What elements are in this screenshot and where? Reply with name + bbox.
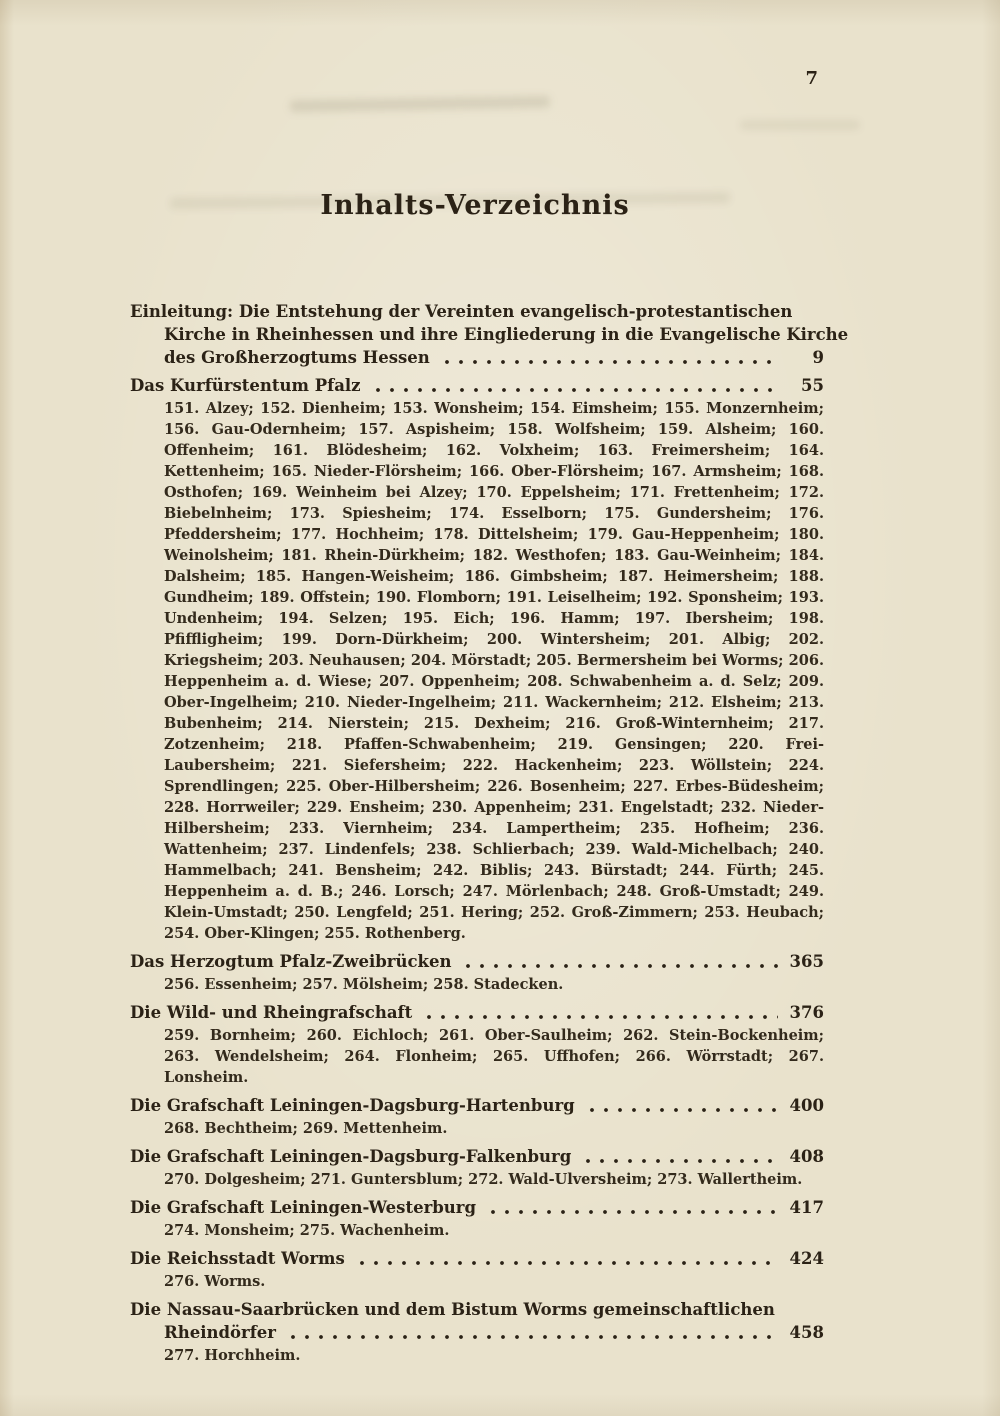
page-number: 7 (805, 68, 818, 89)
toc-entry-pfalz-zweibruecken (130, 950, 824, 995)
entry-sublist: 270. Dolgesheim; 271. Guntersblum; 272. Wald-Ulversheim; 273. Wallertheim. (164, 1171, 803, 1188)
entry-title-line: Das Herzogtum Pfalz-Zweibrücken (130, 952, 452, 971)
dot-leader (440, 346, 778, 369)
entry-title-line: Die Grafschaft Leiningen-Dagsburg-Hartenburg (130, 1096, 575, 1115)
entry-page-number: 424 (789, 1249, 824, 1268)
dot-leader (286, 1321, 778, 1344)
entry-title-line: Das Kurfürstentum Pfalz (130, 376, 361, 395)
entry-title-line: des Großherzogtums Hessen (164, 348, 430, 367)
dot-leader (581, 1145, 778, 1168)
toc-entry-reichsstadt-worms (130, 1247, 824, 1292)
toc-entry-nassau-saarbruecken-rheindoerfer (130, 1298, 824, 1366)
entry-title-line: Die Reichsstadt Worms (130, 1249, 345, 1268)
entry-title-line: Die Grafschaft Leiningen-Westerburg (130, 1198, 477, 1217)
toc-entry-leiningen-dagsburg-hartenburg (130, 1094, 824, 1139)
entry-title-line: Die Nassau-Saarbrücken und dem Bistum Worms gemeinschaftlichen (130, 1300, 775, 1319)
toc-entry-wild-und-rheingrafschaft (130, 1001, 824, 1088)
entry-page-number: 417 (789, 1198, 824, 1217)
entry-page-number: 458 (789, 1323, 824, 1342)
dot-leader (371, 374, 778, 397)
toc-entry-leiningen-westerburg (130, 1196, 824, 1241)
entry-sublist: 277. Horchheim. (164, 1347, 301, 1364)
entry-sublist: 268. Bechtheim; 269. Mettenheim. (164, 1120, 448, 1137)
entry-page-number: 400 (789, 1096, 824, 1115)
entry-sublist: 256. Essenheim; 257. Mölsheim; 258. Stadecken. (164, 976, 564, 993)
entry-sublist: 276. Worms. (164, 1273, 266, 1290)
entry-sublist: 151. Alzey; 152. Dienheim; 153. Wonsheim; 154. Eimsheim; 155. Monzernheim; 156. Gau-Odernheim; 157. Aspisheim; 158. Wolfsheim; 159. Alsheim; 160. Offenheim; 161. Blödesheim; 162. Volxheim; 163. Freimersheim; 164. Kettenheim; 165. Nieder-Flörsheim; 166. Ober-Flörsheim; 167. Armsheim; 168. Osthofen; 169. Weinheim bei Alzey; 170. Eppelsheim; 171. Frettenheim; 172. Biebelnheim; 173. Spiesheim; 174. Esselborn; 175. Gundersheim; 176. Pfeddersheim; 177. Hochheim; 178. Dittelsheim; 179. Gau-Heppenheim; 180. Weinolsheim; 181. Rhein-Dürkheim; 182. Westhofen; 183. Gau-Weinheim; 184. Dalsheim; 185. Hangen-Weisheim; 186. Gimbsheim; 187. Heimersheim; 188. Gundheim; 189. Offstein; 190. Flomborn; 191. Leiselheim; 192. Sponsheim; 193. Undenheim; 194. Selzen; 195. Eich; 196. Hamm; 197. Ibersheim; 198. Pfiffligheim; 199. Dorn-Dürkheim; 200. Wintersheim; 201. Albig; 202. Kriegsheim; 203. Neuhausen; 204. Mörstadt; 205. Bermersheim bei Worms; 206. Heppenheim a. d. Wiese; 207. Oppenheim; 208. Schwabenheim a. d. Selz; 209. Ober-Ingelheim; 210. Nieder-Ingelheim; 211. Wackernheim; 212. Elsheim; 213. Bubenheim; 214. Nierstein; 215. Dexheim; 216. Groß-Winternheim; 217. Zotzenheim; 218. Pfaffen-Schwabenheim; 219. Gensingen; 220. Frei-Laubersheim; 221. Siefersheim; 222. Hackenheim; 223. Wöllstein; 224. Sprendlingen; 225. Ober-Hilbersheim; 226. Bosenheim; 227. Erbes-Büdesheim; 228. Horrweiler; 229. Ensheim; 230. Appenheim; 231. Engelstadt; 232. Nieder-Hilbersheim; 233. Viernheim; 234. Lampertheim; 235. Hofheim; 236. Wattenheim; 237. Lindenfels; 238. Schlierbach; 239. Wald-Michelbach; 240. Hammelbach; 241. Bensheim; 242. Biblis; 243. Bürstadt; 244. Fürth; 245. Heppenheim a. d. B.; 246. Lorsch; 247. Mörlenbach; 248. Groß-Umstadt; 249. Klein-Umstadt; 250. Lengfeld; 251. Hering; 252. Groß-Zimmern; 253. Heubach; 254. Ober-Klingen; 255. Rothenberg. (164, 400, 824, 942)
entry-page-number: 365 (789, 952, 824, 971)
dot-leader (422, 1001, 778, 1024)
entry-title-line: Einleitung: Die Entstehung der Vereinten evangelisch-protestantischen (130, 302, 793, 321)
entry-sublist: 274. Monsheim; 275. Wachenheim. (164, 1222, 450, 1239)
entry-sublist: 259. Bornheim; 260. Eichloch; 261. Ober-Saulheim; 262. Stein-Bockenheim; 263. Wendelsheim; 264. Flonheim; 265. Uffhofen; 266. Wörrstadt; 267. Lonsheim. (164, 1027, 824, 1086)
entry-title-line: Kirche in Rheinhessen und ihre Eingliederung in die Evangelische Kirche (164, 325, 849, 344)
toc-entry-einleitung (130, 300, 849, 369)
toc-entry-leiningen-dagsburg-falkenburg (130, 1145, 824, 1190)
entry-page-number: 55 (801, 376, 824, 395)
entry-page-number: 408 (789, 1147, 824, 1166)
entry-title-line: Die Wild- und Rheingrafschaft (130, 1003, 413, 1022)
entry-title-line: Die Grafschaft Leiningen-Dagsburg-Falkenburg (130, 1147, 572, 1166)
showthrough-smudge (290, 96, 550, 113)
entry-title-line: Rheindörfer (164, 1323, 276, 1342)
dot-leader (461, 950, 778, 973)
dot-leader (355, 1247, 778, 1270)
table-of-contents (130, 300, 849, 1372)
showthrough-smudge (740, 120, 860, 130)
toc-entry-kurfuerstentum-pfalz (130, 374, 824, 944)
entry-page-number: 376 (789, 1003, 824, 1022)
dot-leader (585, 1094, 778, 1117)
dot-leader (486, 1196, 778, 1219)
entry-page-number: 9 (812, 348, 824, 367)
page-title: Inhalts-Verzeichnis (320, 190, 630, 221)
